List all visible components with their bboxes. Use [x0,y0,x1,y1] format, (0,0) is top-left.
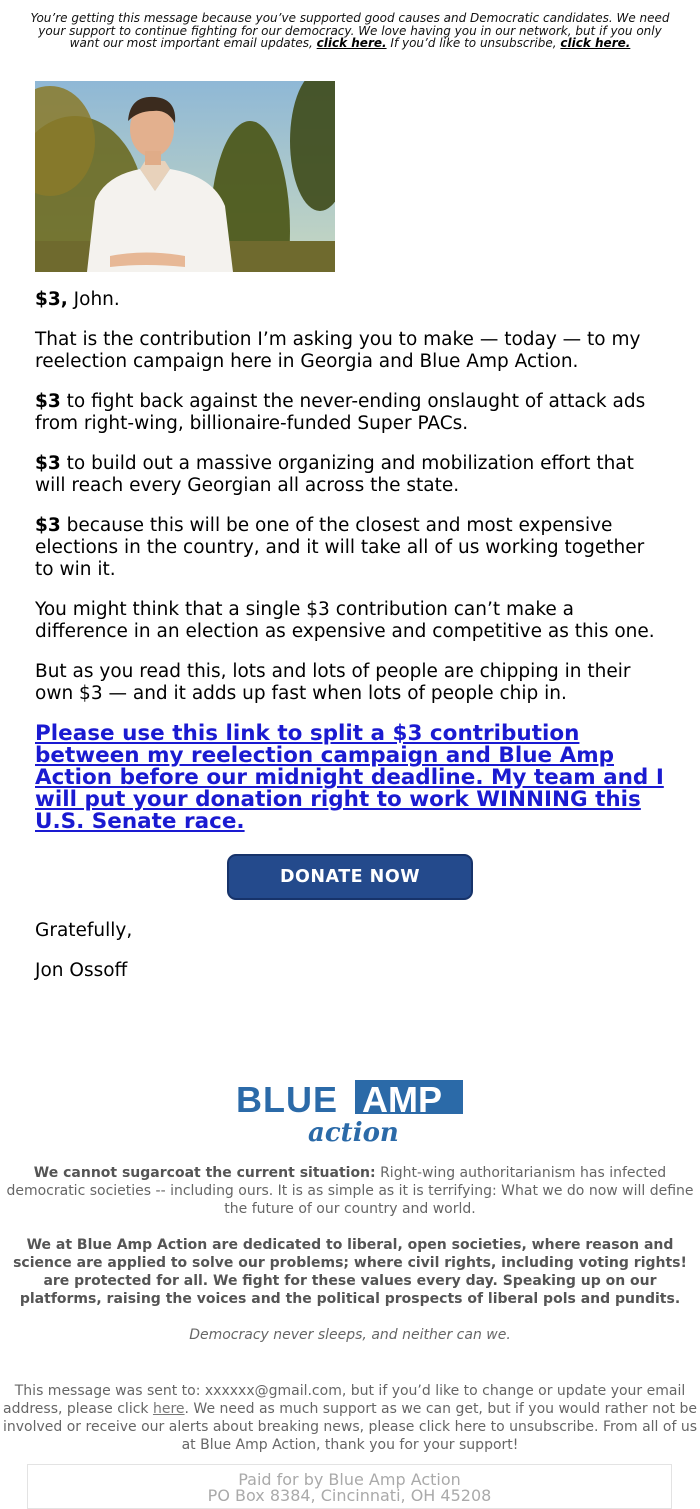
footer-statement-1 [0,1164,700,1218]
logo-word-action: action [308,1118,399,1148]
greeting [35,289,665,311]
logo-word-amp: AMP [362,1079,442,1120]
logo-word-blue: BLUE [236,1079,338,1120]
paragraph-1: That is the contribution I’m asking you to make — today — to my reelection campaign here in Georgia and Blue Amp Action. [35,329,641,372]
footer-tagline: Democracy never sleeps, and neither can we. [189,1327,511,1343]
footer-sent-text-2: . We need as much support as we can get, but if you would rather not be involved or receive our alerts about breaking news, please click here to unsubscribe. From all of us at Blue Amp Action, thank you for your support! [3,1401,697,1453]
address-line: PO Box 8384, Cincinnati, OH 45208 [207,1486,492,1505]
amount-2: $3 [35,453,61,474]
amount-3: $3 [35,515,61,536]
paragraph-2-text: to fight back against the never-ending onslaught of attack ads from right-wing, billionaire-funded Super PACs. [35,391,646,434]
footer-sent-text-1: This message was sent to: xxxxxx@gmail.com, but if you’d like to change or update your email address, please click [3,1383,686,1417]
paragraph-4-text: because this will be one of the closest and most expensive elections in the country, and it will take all of us working together to win it. [35,515,645,580]
paid-for-box [27,1464,672,1509]
update-email-link[interactable]: here [152,1401,185,1417]
footer-statement-2 [0,1236,700,1308]
greeting-name: John. [73,289,120,310]
paragraph-3-text: to build out a massive organizing and mobilization effort that will reach every Georgian all across the state. [35,453,634,496]
footer-statement-2-bold: We at Blue Amp Action are dedicated to liberal, open societies, where reason and science are applied to solve our problems; where civil rights, including voting rights! are protected for all. We fight for these values every day. Speaking up on our platforms, raising the voices and the political prospects of liberal pols and pundits. [13,1237,687,1307]
paragraph-6: But as you read this, lots and lots of people are chipping in their own $3 — and it adds up fast when lots of people chip in. [35,661,631,704]
closing: Gratefully, [35,920,133,941]
footer-statement-1-bold: We cannot sugarcoat the current situation: [33,1165,376,1181]
contribution-link[interactable]: Please use this link to split a $3 contribution between my reelection campaign and Blue Amp Action before our midnight deadline. My team and I will put your donation right to work WINNING this U.S. Senate race. [35,721,664,834]
signature-name: Jon Ossoff [35,960,128,981]
notice-text-2: If you’d like to unsubscribe, [390,36,557,50]
signoff [35,920,132,1000]
footer-statement-1-text: Right-wing authoritarianism has infected democratic societies -- including ours. It is as simple as it is terrifying: What we do now will define the future of our country and world. [6,1165,694,1217]
paid-by-line: Paid for by Blue Amp Action [238,1470,461,1489]
notice-text-1: You’re getting this message because you’ve supported good causes and Democratic candidates. We need your support to continue fighting for our democracy. We love having you in our network, but if you only want our most important email updates, [30,11,670,50]
blue-amp-action-logo [236,1078,464,1148]
greeting-amount: $3, [35,289,68,310]
donate-now-button[interactable]: DONATE NOW [227,854,473,900]
letter-body [35,289,665,853]
footer-sent-notice [0,1382,700,1454]
top-notice [30,12,670,50]
paragraph-3 [35,453,665,497]
email-preferences-link[interactable]: click here. [316,36,387,50]
amount-1: $3 [35,391,61,412]
paragraph-2 [35,391,665,435]
paragraph-4 [35,515,665,581]
paragraph-5: You might think that a single $3 contribution can’t make a difference in an election as expensive and competitive as this one. [35,599,655,642]
unsubscribe-link[interactable]: click here. [560,36,631,50]
donate-button-wrap [227,854,473,900]
hero-photo [35,81,335,272]
